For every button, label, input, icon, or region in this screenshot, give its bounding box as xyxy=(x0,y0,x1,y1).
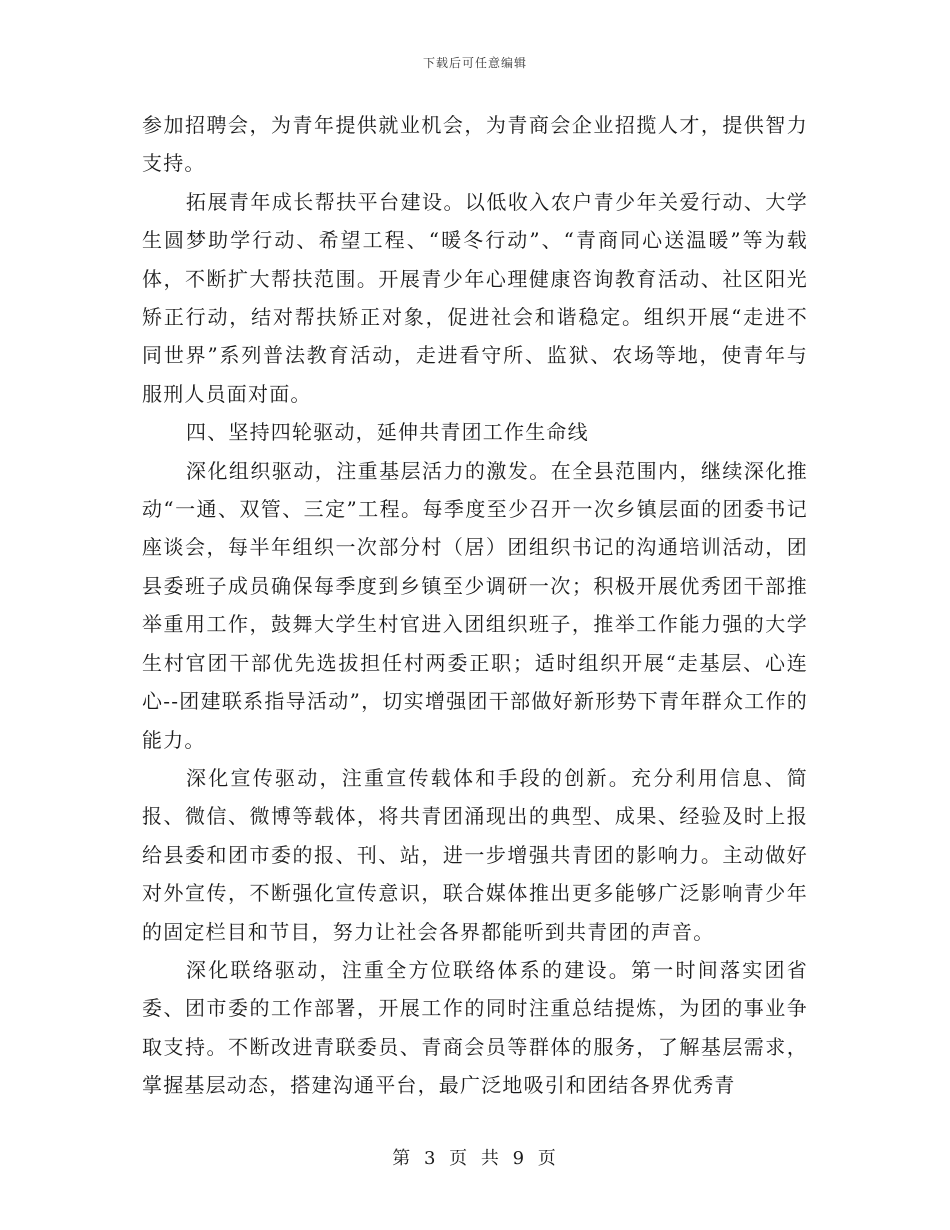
paragraph-youth-support-platform: 拓展青年成长帮扶平台建设。以低收入农户青少年关爱行动、大学生圆梦助学行动、希望工程、“暖冬行动”、“青商同心送温暖”等为载体，不断扩大帮扶范围。开展青少年心理健康咨询教育活动、社区阳光矫正行动，结对帮扶矫正对象，促进社会和谐稳定。组织开展“走进不同世界”系列普法教育活动，走进看守所、监狱、农场等地，使青年与服刑人员面对面。 xyxy=(142,189,808,406)
document-body xyxy=(142,106,808,1105)
paragraph-continuation: 参加招聘会，为青年提供就业机会，为青商会企业招揽人才，提供智力支持。 xyxy=(142,113,808,176)
page-number-footer: 第 3 页 共 9 页 xyxy=(392,1148,558,1169)
paragraph-publicity-drive: 深化宣传驱动，注重宣传载体和手段的创新。充分利用信息、简报、微信、微博等载体，将共青团涌现出的典型、成果、经验及时上报给县委和团市委的报、刊、站，进一步增强共青团的影响力。主动做好对外宣传，不断强化宣传意识，联合媒体推出更多能够广泛影响青少年的固定栏目和节目，努力让社会各界都能听到共青团的声音。 xyxy=(142,765,808,944)
paragraph-organization-drive: 深化组织驱动，注重基层活力的激发。在全县范围内，继续深化推动“一通、双管、三定”工程。每季度至少召开一次乡镇层面的团委书记座谈会，每半年组织一次部分村（居）团组织书记的沟通培训活动，团县委班子成员确保每季度到乡镇至少调研一次；积极开展优秀团干部推举重用工作，鼓舞大学生村官进入团组织班子，推举工作能力强的大学生村官团干部优先选拔担任村两委正职；适时组织开展“走基层、心连心--团建联系指导活动”，切实增强团干部做好新形势下青年群众工作的能力。 xyxy=(142,458,808,752)
paragraph-liaison-drive: 深化联络驱动，注重全方位联络体系的建设。第一时间落实团省委、团市委的工作部署，开展工作的同时注重总结提炼，为团的事业争取支持。不断改进青联委员、青商会员等群体的服务，了解基层需求，掌握基层动态，搭建沟通平台，最广泛地吸引和团结各界优秀青 xyxy=(142,957,808,1098)
page-header: 下载后可任意编辑 xyxy=(422,56,527,70)
section-heading-four-drives: 四、坚持四轮驱动，延伸共青团工作生命线 xyxy=(186,420,589,445)
